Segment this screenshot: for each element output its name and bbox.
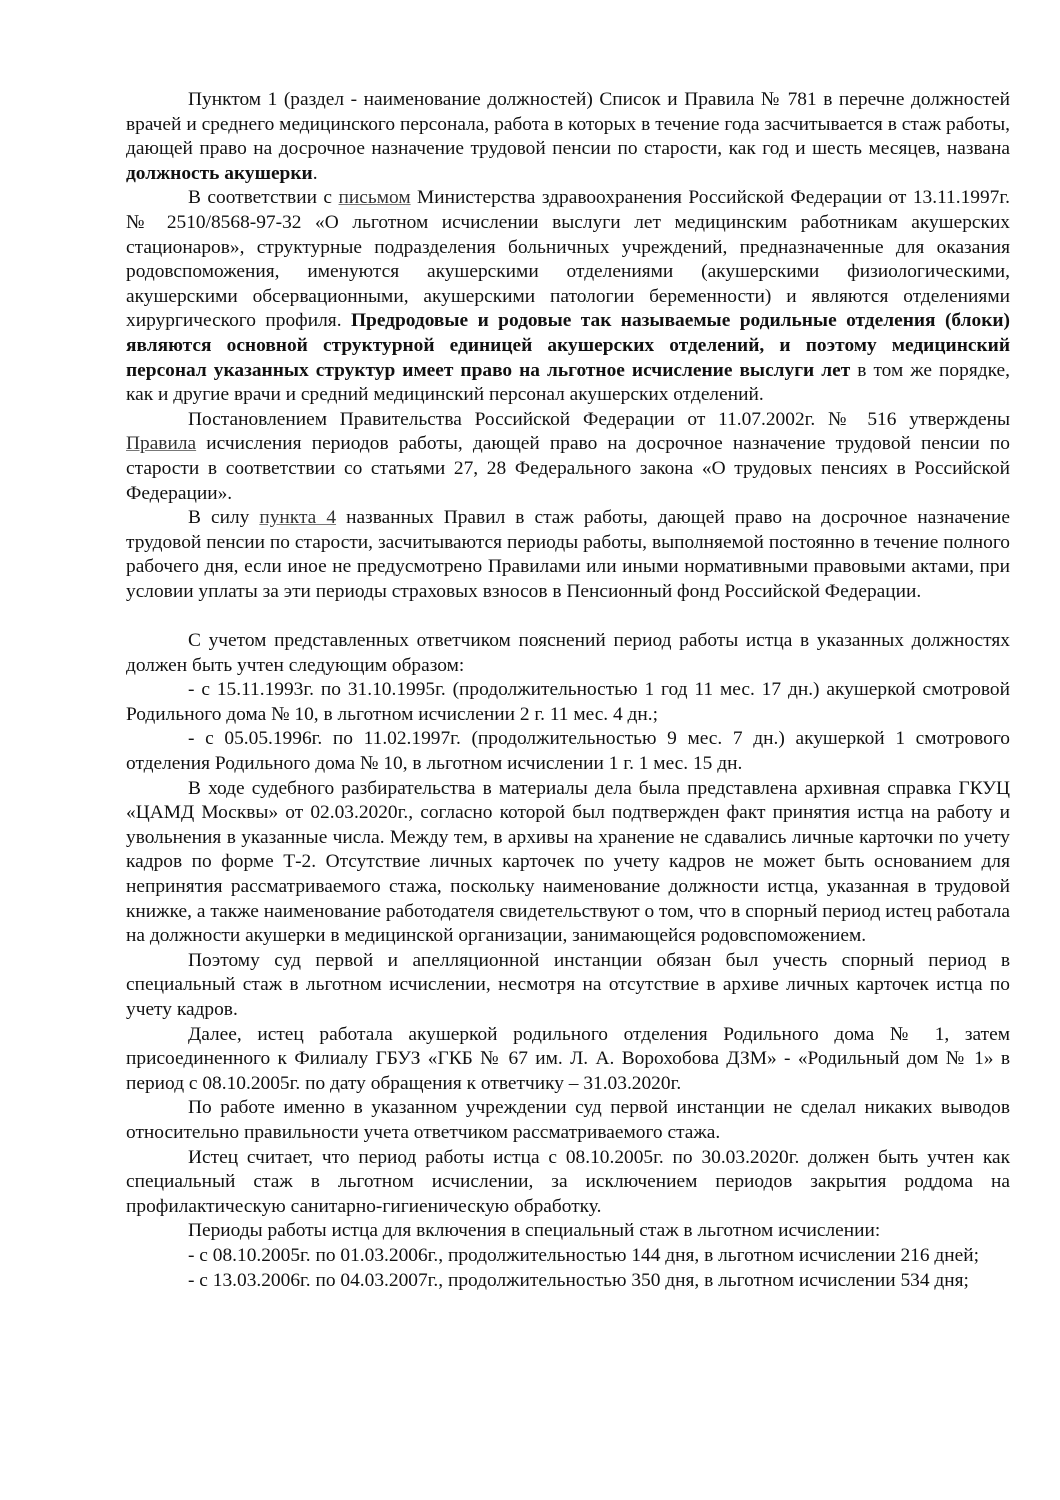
paragraph-5: С учетом представленных ответчиком пояснений период работы истца в указанных должностях должен быть учтен следующим образом:	[126, 630, 1010, 676]
bold-text: Предродовые и родовые так называемые родильные отделения (блоки) являются основной структурной единицей акушерских отделений, и поэтому медицинский персонал указанных структур имеет право на льготное исчисление выслуги лет	[126, 310, 1010, 381]
blank-line	[126, 604, 1010, 629]
paragraph-4: В силу пункта 4 названных Правил в стаж работы, дающей право на досрочное назначение трудовой пенсии по старости, засчитываются периоды работы, выполняемой постоянно в течение полного рабочего дня, если иное не предусмотрено Правилами или иными нормативными правовыми актами, при условии уплаты за эти периоды страховых взносов в Пенсионный фонд Российской Федерации.	[126, 507, 1010, 602]
paragraph-2: В соответствии с письмом Министерства здравоохранения Российской Федерации от 13.11.1997г. № 2510/8568-97-32 «О льготном исчислении выслуги лет медицинским работникам акушерских стационаров», структурные подразделения больничных учреждений, предназначенные для оказания родовспоможения, именуются акушерскими отделениями (акушерскими физиологическими, акушерскими обсервационными, акушерскими патологии беременности) и являются отделениями хирургического профиля. Предродовые и родовые так называемые родильные отделения (блоки) являются основной структурной единицей акушерских отделений, и поэтому медицинский персонал указанных структур имеет право на льготное исчисление выслуги лет в том же порядке, как и другие врачи и средний медицинский персонал акушерских отделений.	[126, 187, 1010, 406]
paragraph-11: По работе именно в указанном учреждении суд первой инстанции не сделал никаких выводов относительно правильности учета ответчиком рассматриваемого стажа.	[126, 1097, 1010, 1143]
link-pismom[interactable]: письмом	[338, 187, 411, 209]
link-pravila[interactable]: Правила	[126, 433, 197, 455]
bold-text: должность акушерки	[126, 162, 313, 184]
list-item: - с 05.05.1996г. по 11.02.1997г. (продолжительностью 9 мес. 7 дн.) акушеркой 1 смотрового отделения Родильного дома № 10, в льготном исчислении 1 г. 1 мес. 15 дн.	[126, 728, 1010, 775]
list-item: - с 15.11.1993г. по 31.10.1995г. (продолжительностью 1 год 11 мес. 17 дн.) акушеркой смотровой Родильного дома № 10, в льготном исчислении 2 г. 11 мес. 4 дн.;	[126, 679, 1010, 725]
list-item: - с 13.03.2006г. по 04.03.2007г., продолжительностью 350 дня, в льготном исчислении 534 дня;	[188, 1269, 969, 1291]
paragraph-3: Постановлением Правительства Российской Федерации от 11.07.2002г. № 516 утверждены Правила исчисления периодов работы, дающей право на досрочное назначение трудовой пенсии по старости в соответствии со статьями 27, 28 Федерального закона «О трудовых пенсиях в Российской Федерации».	[126, 408, 1010, 504]
paragraph-9: Поэтому суд первой и апелляционной инстанции обязан был учесть спорный период в специальный стаж в льготном исчислении, несмотря на отсутствие в архиве личных карточек истца по учету кадров.	[126, 949, 1010, 1020]
paragraph-13: Периоды работы истца для включения в специальный стаж в льготном исчислении:	[188, 1220, 881, 1242]
paragraph-12: Истец считает, что период работы истца с 08.10.2005г. по 30.03.2020г. должен быть учтен как специальный стаж в льготном исчислении, за исключением периодов закрытия роддома на профилактическую санитарно-гигиеническую обработку.	[126, 1146, 1010, 1217]
link-punkta-4[interactable]: пункта 4	[259, 507, 337, 529]
paragraph-10: Далее, истец работала акушеркой родильного отделения Родильного дома № 1, затем присоединенного к Филиалу ГБУЗ «ГКБ № 67 им. Л. А. Ворохобова ДЗМ» - «Родильный дом № 1» в период с 08.10.2005г. по дату обращения к ответчику – 31.03.2020г.	[126, 1023, 1010, 1094]
paragraph-8: В ходе судебного разбирательства в материалы дела была представлена архивная справка ГКУЦ «ЦАМД Москвы» от 02.03.2020г., согласно которой был подтвержден факт принятия истца на работу и увольнения в указанные числа. Между тем, в архивы на хранение не сдавались личные карточки по учету кадров по форме Т-2. Отсутствие личных карточек по учету кадров не может быть основанием для непринятия рассматриваемого стажа, поскольку наименование должности истца, указанная в трудовой книжке, а также наименование работодателя свидетельствуют о том, что в спорный период истец работала на должности акушерки в медицинской организации, занимающейся родовспоможением.	[126, 777, 1010, 947]
paragraph-1: Пунктом 1 (раздел - наименование должностей) Список и Правила № 781 в перечне должностей врачей и среднего медицинского персонала, работа в которых в течение года засчитывается в стаж работы, дающей право на досрочное назначение трудовой пенсии по старости, как год и шесть месяцев, названа должность акушерки.	[126, 89, 1010, 184]
list-item: - с 08.10.2005г. по 01.03.2006г., продолжительностью 144 дня, в льготном исчислении 216 дней;	[188, 1244, 979, 1266]
